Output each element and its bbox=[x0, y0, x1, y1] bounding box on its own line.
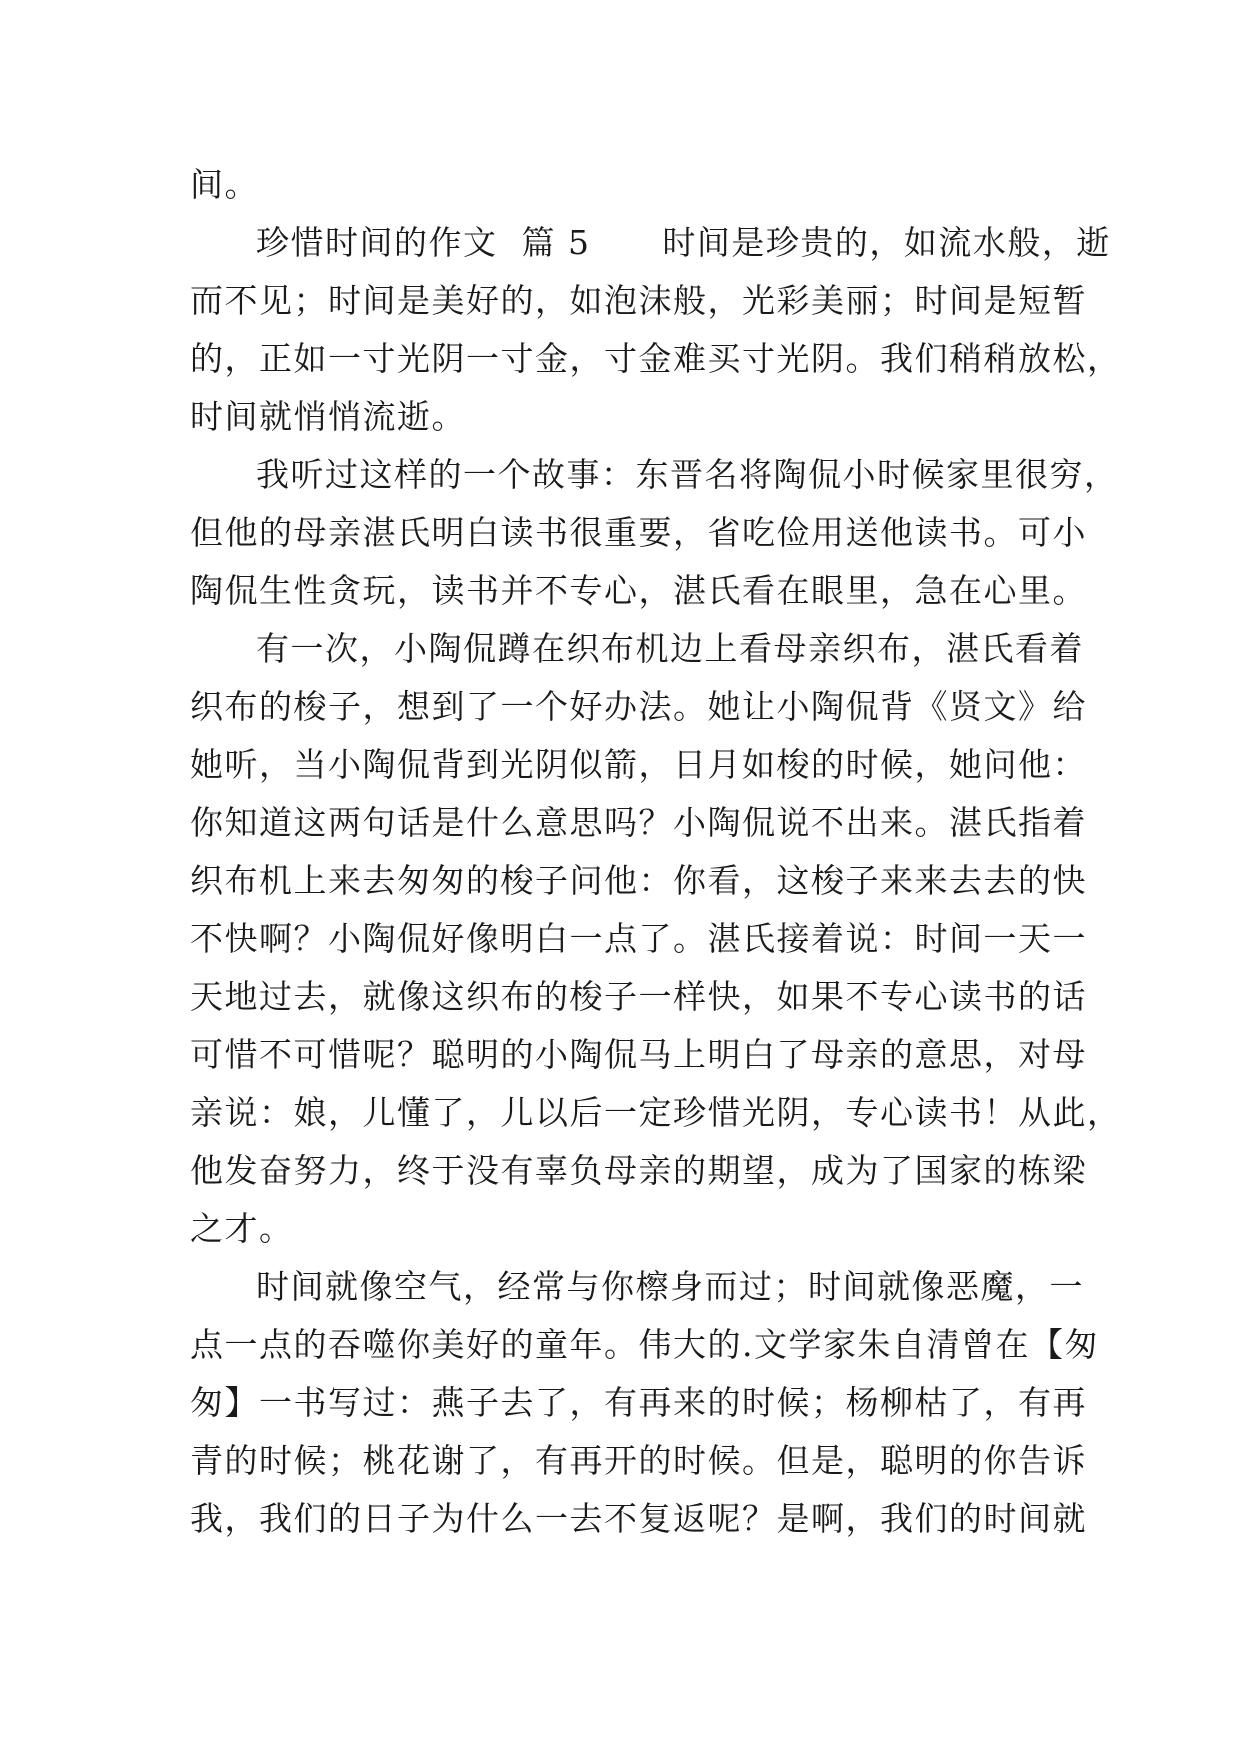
text-line-23: 青的时候；桃花谢了，有再开的时候。但是，聪明的你告诉 bbox=[190, 1441, 1087, 1480]
text-line-9: 有一次，小陶侃蹲在织布机边上看母亲织布，湛氏看着 bbox=[256, 629, 1084, 668]
text-line-19: 之才。 bbox=[190, 1209, 294, 1248]
text-line-11: 她听，当小陶侃背到光阴似箭，日月如梭的时候，她问他： bbox=[190, 745, 1087, 784]
text-line-5: 时间就悄悄流逝。 bbox=[190, 397, 466, 436]
text-line-16: 可惜不可惜呢？聪明的小陶侃马上明白了母亲的意思，对母 bbox=[190, 1035, 1087, 1074]
text-line-4: 的，正如一寸光阴一寸金，寸金难买寸光阴。我们稍稍放松， bbox=[190, 339, 1122, 378]
text-line-6: 我听过这样的一个故事：东晋名将陶侃小时候家里很穷， bbox=[256, 455, 1119, 494]
text-line-13: 织布机上来去匆匆的梭子问他：你看，这梭子来来去去的快 bbox=[190, 861, 1087, 900]
text-line-15: 天地过去，就像这织布的梭子一样快，如果不专心读书的话 bbox=[190, 977, 1087, 1016]
text-line-3: 而不见；时间是美好的，如泡沫般，光彩美丽；时间是短暂 bbox=[190, 281, 1087, 320]
text-line-12: 你知道这两句话是什么意思吗？小陶侃说不出来。湛氏指着 bbox=[190, 803, 1087, 842]
text-line-17: 亲说：娘，儿懂了，儿以后一定珍惜光阴，专心读书！从此， bbox=[190, 1093, 1122, 1132]
text-line-1: 间。 bbox=[190, 165, 259, 204]
text-line-20: 时间就像空气，经常与你檫身而过；时间就像恶魔，一 bbox=[256, 1267, 1084, 1306]
text-line-2: 珍惜时间的作文 篇 5 时间是珍贵的，如流水般，逝 bbox=[256, 223, 1111, 262]
text-line-10: 织布的梭子，想到了一个好办法。她让小陶侃背《贤文》给 bbox=[190, 687, 1087, 726]
text-line-7: 但他的母亲湛氏明白读书很重要，省吃俭用送他读书。可小 bbox=[190, 513, 1087, 552]
text-line-22: 匆】一书写过：燕子去了，有再来的时候；杨柳枯了，有再 bbox=[190, 1383, 1087, 1422]
text-line-8: 陶侃生性贪玩，读书并不专心，湛氏看在眼里，急在心里。 bbox=[190, 571, 1087, 610]
text-line-14: 不快啊？小陶侃好像明白一点了。湛氏接着说：时间一天一 bbox=[190, 919, 1087, 958]
essay-body bbox=[190, 156, 1122, 1548]
text-line-18: 他发奋努力，终于没有辜负母亲的期望，成为了国家的栋梁 bbox=[190, 1151, 1087, 1190]
text-line-24: 我，我们的日子为什么一去不复返呢？是啊，我们的时间就 bbox=[190, 1499, 1087, 1538]
text-line-21: 点一点的吞噬你美好的童年。伟大的.文学家朱自清曾在【匆 bbox=[190, 1325, 1099, 1364]
